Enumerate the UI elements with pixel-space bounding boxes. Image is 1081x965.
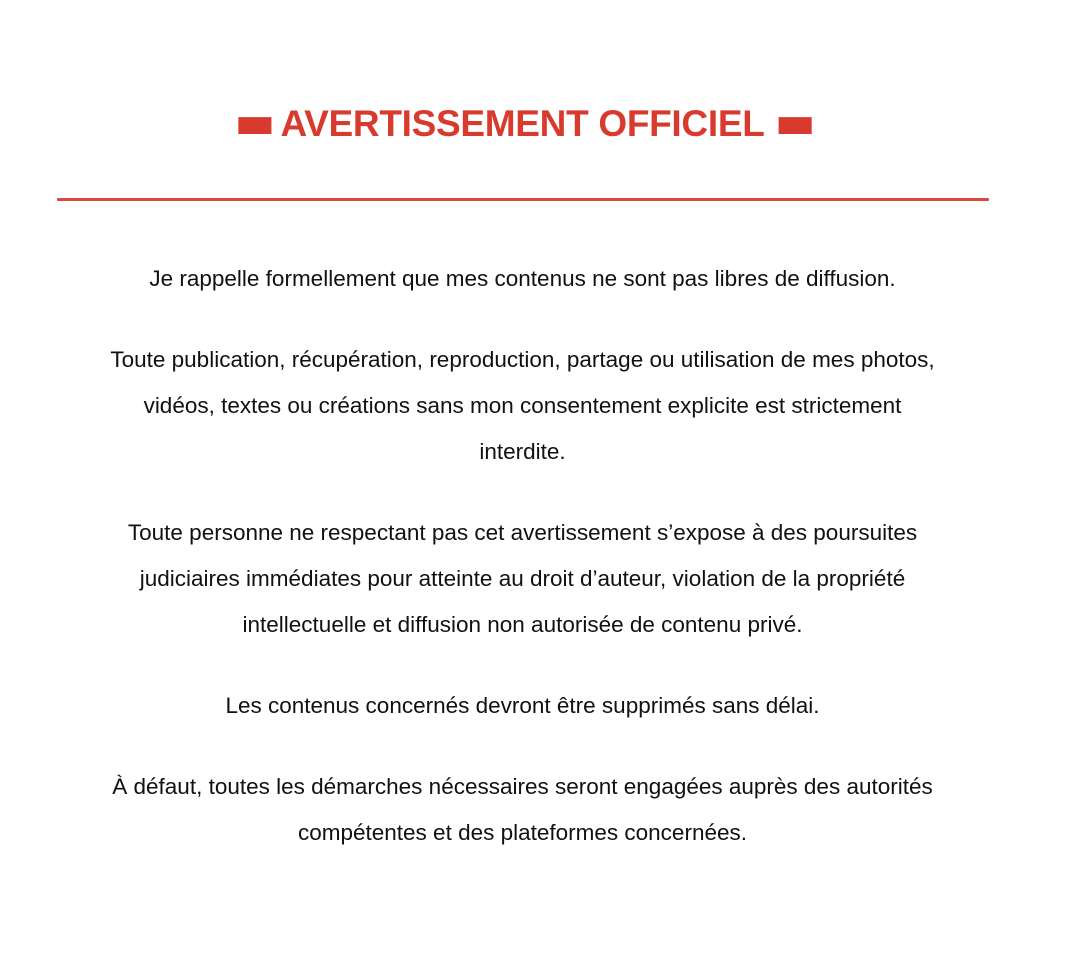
paragraph-line: intellectuelle et diffusion non autorisée de contenu privé. <box>242 612 803 637</box>
paragraph-line: Les contenus concernés devront être supprimés sans délai. <box>225 693 820 718</box>
paragraph-line: interdite. <box>479 439 566 464</box>
paragraph-removal <box>40 683 1005 729</box>
paragraph-line: compétentes et des plateformes concernées. <box>297 820 747 845</box>
paragraph-legal-consequences <box>40 510 1005 648</box>
warning-header <box>0 100 1045 149</box>
paragraph-reminder <box>40 256 1005 302</box>
warning-body <box>40 256 1005 891</box>
page-title: AVERTISSEMENT OFFICIEL <box>280 103 765 144</box>
paragraph-line: À défaut, toutes les démarches nécessaires seront engagées auprès des autorités <box>112 774 933 799</box>
paragraph-line: Toute publication, récupération, reproduction, partage ou utilisation de mes photos, <box>110 347 935 372</box>
paragraph-prohibition <box>40 337 1005 475</box>
paragraph-line: Toute personne ne respectant pas cet avertissement s’expose à des poursuites <box>127 520 918 545</box>
paragraph-line: vidéos, textes ou créations sans mon consentement explicite est strictement <box>143 393 902 418</box>
paragraph-actions <box>40 764 1005 856</box>
square-marks-right-icon: ■■ <box>776 105 809 144</box>
paragraph-line: judiciaires immédiates pour atteinte au droit d’auteur, violation de la propriété <box>139 566 906 591</box>
square-marks-left-icon: ■■ <box>236 105 269 144</box>
header-divider <box>57 198 989 201</box>
paragraph-line: Je rappelle formellement que mes contenus ne sont pas libres de diffusion. <box>149 266 896 291</box>
